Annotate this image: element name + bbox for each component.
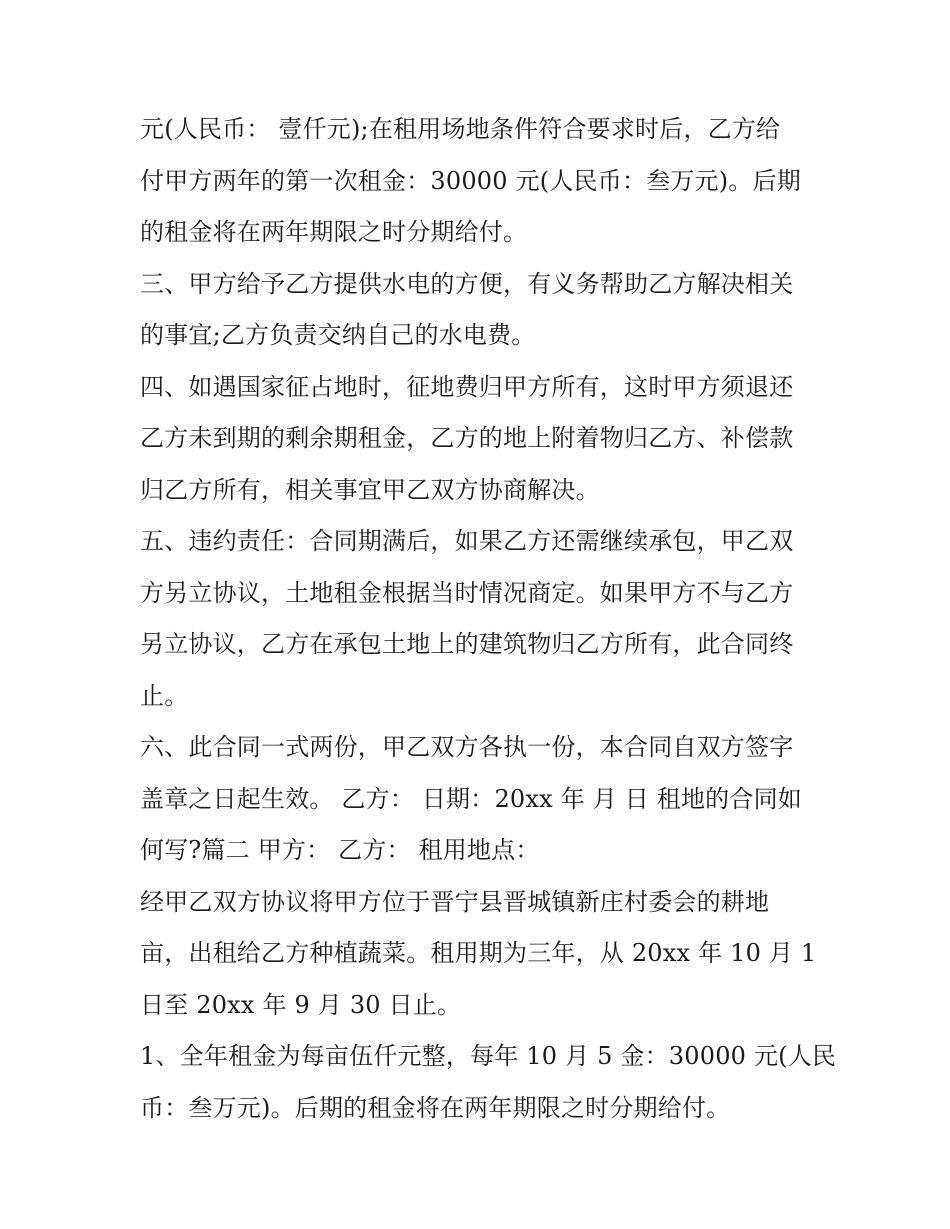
text-line: 六、此合同一式两份，甲乙双方各执一份，本合同自双方签字 <box>140 733 794 761</box>
text-line: 另立协议，乙方在承包土地上的建筑物归乙方所有，此合同终 <box>140 630 794 658</box>
text-line: 1、全年租金为每亩伍仟元整，每年 10 月 5 金：30000 元(人民 <box>140 1042 837 1070</box>
text-line: 四、如遇国家征占地时，征地费归甲方所有，这时甲方须退还 <box>140 372 794 401</box>
text-line: 归乙方所有，相关事宜甲乙双方协商解决。 <box>140 475 600 504</box>
text-line: 的事宜;乙方负责交纳自己的水电费。 <box>140 321 536 349</box>
text-line: 日至 20xx 年 9 月 30 日止。 <box>140 990 462 1019</box>
text-line: 付甲方两年的第一次租金：30000 元(人民币：叁万元)。后期 <box>140 166 801 195</box>
text-line: 方另立协议，土地租金根据当时情况商定。如果甲方不与乙方 <box>140 578 794 607</box>
text-line: 乙方未到期的剩余期租金，乙方的地上附着物归乙方、补偿款 <box>140 424 794 452</box>
text-line: 的租金将在两年期限之时分期给付。 <box>140 218 528 246</box>
text-line: 三、甲方给予乙方提供水电的方便，有义务帮助乙方解决相关 <box>140 269 794 298</box>
text-line: 五、违约责任：合同期满后，如果乙方还需继续承包，甲乙双 <box>140 527 794 555</box>
text-line: 元(人民币： 壹仟元);在租用场地条件符合要求时后，乙方给 <box>140 115 781 143</box>
text-line: 盖章之日起生效。 乙方： 日期：20xx 年 月 日 租地的合同如 <box>140 784 802 813</box>
text-line: 亩，出租给乙方种植蔬菜。租用期为三年，从 20xx 年 10 月 1 <box>140 939 817 967</box>
text-line: 止。 <box>140 681 189 710</box>
text-line: 何写?篇二 甲方： 乙方： 租用地点： <box>140 836 540 864</box>
text-line: 币：叁万元)。后期的租金将在两年期限之时分期给付。 <box>140 1093 731 1122</box>
document-body <box>140 104 837 1134</box>
text-line: 经甲乙双方协议将甲方位于晋宁县晋城镇新庄村委会的耕地 <box>140 887 770 916</box>
